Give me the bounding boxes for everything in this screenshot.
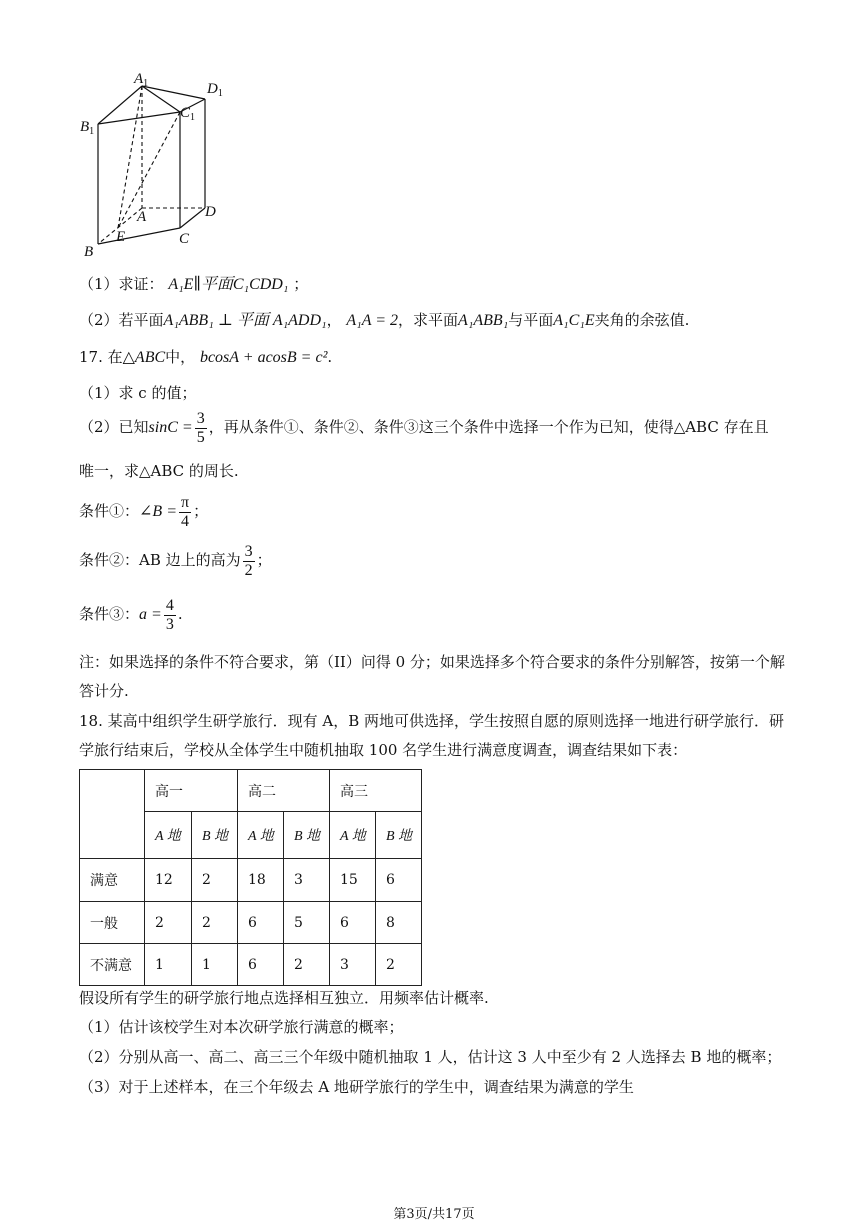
label-B1: B xyxy=(80,119,90,135)
table-cell: 8 xyxy=(376,902,422,944)
grade-header: 高一 xyxy=(145,770,238,812)
svg-text:B1: $B_1$ xyxy=(80,119,95,137)
table-cell: 6 xyxy=(238,944,284,986)
q18-part1: （1）估计该校学生对本次研学旅行满意的概率； xyxy=(79,1018,404,1036)
q18-stem-line2: 学旅行结束后，学校从全体学生中随机抽取 100 名学生进行满意度调查，调查结果如下表： xyxy=(79,741,688,759)
table-cell: 18 xyxy=(238,859,284,902)
q18-assumption: 假设所有学生的研学旅行地点选择相互独立．用频率估计概率. xyxy=(79,989,489,1007)
q17-condition2: 条件②：AB 边上的高为 $\frac{3}{2}$ ； xyxy=(79,543,272,579)
fraction-3-2: $\frac{3}{2}$ xyxy=(244,543,253,579)
table-cell: 15 xyxy=(330,859,376,902)
label-A1: A xyxy=(134,71,144,87)
q17-stem: 17. 在△ABC中， bcosA + acosB = c². xyxy=(79,348,333,366)
label-C: C xyxy=(179,231,190,247)
q18-part3: （3）对于上述样本，在三个年级去 A 地研学旅行的学生中，调查结果为满意的学生 xyxy=(79,1078,634,1096)
q17-note-line2: 答计分. xyxy=(79,682,129,700)
svg-text:C1: $C_1$ xyxy=(180,105,196,123)
label-C1: C xyxy=(180,105,191,121)
table-cell: 6 xyxy=(330,902,376,944)
grade-header: 高三 xyxy=(330,770,422,812)
table-header-grades xyxy=(80,770,422,812)
svg-text:A1: $A_1$ xyxy=(134,71,149,89)
label-E: E xyxy=(116,229,126,245)
table-cell: 5 xyxy=(284,902,330,944)
table-cell: 12 xyxy=(145,859,192,902)
table-row xyxy=(80,859,422,902)
q18-stem-line1: 18. 某高中组织学生研学旅行．现有 A，B 两地可供选择，学生按照自愿的原则选择一地进行研学旅行．研 xyxy=(79,712,785,730)
survey-table xyxy=(79,769,422,986)
place-header: B 地 xyxy=(284,812,330,859)
q18-part2: （2）分别从高一、高二、高三三个年级中随机抽取 1 人，估计这 3 人中至少有 2 人选择去 B 地的概率； xyxy=(79,1048,782,1066)
place-header: A 地 xyxy=(145,812,192,859)
table-cell: 6 xyxy=(238,902,284,944)
q17-condition3: 条件③：a = $\frac{4}{3}$ . xyxy=(79,597,183,633)
q17-part2-line2: 唯一，求△ABC 的周长. xyxy=(79,462,239,480)
fraction-3-5: $\frac{3}{5}$ xyxy=(196,410,205,446)
row-label: 一般 xyxy=(80,902,145,944)
table-cell: 1 xyxy=(145,944,192,986)
place-header: B 地 xyxy=(192,812,238,859)
table-cell: 1 xyxy=(192,944,238,986)
prism-figure xyxy=(70,62,240,262)
svg-text:D1: $D_1$ xyxy=(207,81,223,99)
table-cell: 3 xyxy=(284,859,330,902)
fraction-pi-4: $\frac{\pi}{4}$ xyxy=(181,494,190,530)
table-corner-cell xyxy=(80,770,145,859)
table-cell: 3 xyxy=(330,944,376,986)
place-header: A 地 xyxy=(238,812,284,859)
fraction-4-3: $\frac{4}{3}$ xyxy=(165,597,174,633)
table-cell: 2 xyxy=(192,902,238,944)
q16-part1: （1）求证： A₁E∥平面C₁CDD₁ ； xyxy=(79,275,309,293)
table-cell: 2 xyxy=(145,902,192,944)
label-B: B xyxy=(84,244,94,260)
q17-part2: （2）已知sinC = $\frac{3}{5}$ ，再从条件①、条件②、条件③这三个条件中选择一个作为已知，使得△ABC 存在且 xyxy=(79,410,769,446)
q17-condition1: 条件①：∠B = $\frac{\pi}{4}$ ； xyxy=(79,494,209,530)
table-row xyxy=(80,902,422,944)
q17-note-line1: 注：如果选择的条件不符合要求，第（II）问得 0 分；如果选择多个符合要求的条件分别解答，按第一个解 xyxy=(79,653,785,671)
label-A: A xyxy=(137,209,147,225)
row-label: 不满意 xyxy=(80,944,145,986)
table-cell: 2 xyxy=(376,944,422,986)
place-header: B 地 xyxy=(376,812,422,859)
q16-part2: （2）若平面A₁ABB₁ ⊥ 平面 A₁ADD₁， A₁A = 2，求平面A₁ABB₁与平面A₁C₁E夹角的余弦值. xyxy=(79,311,690,329)
table-cell: 2 xyxy=(192,859,238,902)
grade-header: 高二 xyxy=(238,770,330,812)
table-row xyxy=(80,944,422,986)
page-footer: 第3页/共17页 xyxy=(393,1207,475,1222)
label-D1: D xyxy=(207,81,218,97)
q17-part1: （1）求 c 的值； xyxy=(79,384,197,402)
table-cell: 2 xyxy=(284,944,330,986)
place-header: A 地 xyxy=(330,812,376,859)
row-label: 满意 xyxy=(80,859,145,902)
table-cell: 6 xyxy=(376,859,422,902)
label-D: D xyxy=(205,204,216,220)
